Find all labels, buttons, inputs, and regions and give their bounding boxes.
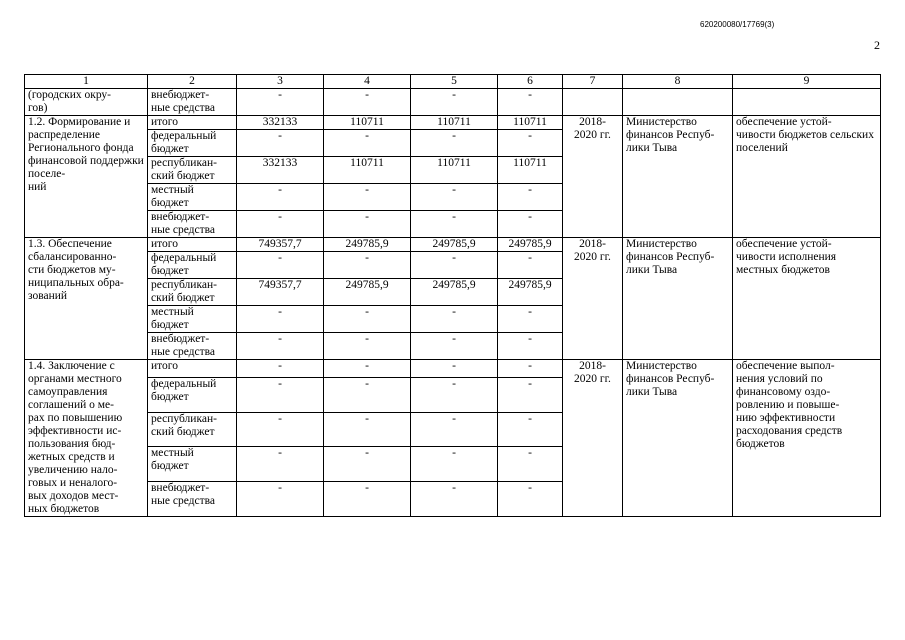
value-cell: - bbox=[411, 184, 498, 211]
value-cell: 110711 bbox=[411, 157, 498, 184]
value-cell: - bbox=[237, 378, 324, 413]
value-cell: - bbox=[411, 211, 498, 238]
value-cell: - bbox=[237, 130, 324, 157]
result-cell: обеспечение устой- чивости исполнения местных бюджетов bbox=[733, 238, 881, 360]
funding-source-cell: местный бюджет bbox=[148, 447, 237, 482]
funding-source-cell: итого bbox=[148, 116, 237, 130]
value-cell: - bbox=[237, 252, 324, 279]
funding-source-cell: итого bbox=[148, 360, 237, 378]
value-cell: - bbox=[237, 482, 324, 517]
funding-source-cell: местный бюджет bbox=[148, 306, 237, 333]
value-cell: - bbox=[411, 252, 498, 279]
header-cell: 8 bbox=[623, 75, 733, 89]
header-cell: 6 bbox=[498, 75, 563, 89]
header-cell: 3 bbox=[237, 75, 324, 89]
value-cell: - bbox=[324, 378, 411, 413]
measure-name-cell: 1.3. Обеспечение сбалансированно- сти бюджетов му- ниципальных обра- зований bbox=[25, 238, 148, 360]
value-cell: - bbox=[411, 412, 498, 447]
value-cell: - bbox=[324, 360, 411, 378]
measure-name-cell: (городских окру- гов) bbox=[25, 89, 148, 116]
header-cell: 2 bbox=[148, 75, 237, 89]
value-cell: - bbox=[411, 306, 498, 333]
value-cell: - bbox=[324, 482, 411, 517]
value-cell: - bbox=[237, 211, 324, 238]
value-cell: 249785,9 bbox=[498, 279, 563, 306]
header-row bbox=[25, 75, 881, 89]
value-cell: 249785,9 bbox=[324, 238, 411, 252]
continuation-row bbox=[25, 89, 881, 116]
value-cell: - bbox=[324, 252, 411, 279]
funding-source-cell: республикан- ский бюджет bbox=[148, 157, 237, 184]
executor-cell bbox=[623, 89, 733, 116]
value-cell: 249785,9 bbox=[411, 279, 498, 306]
value-cell: - bbox=[498, 89, 563, 116]
result-cell: обеспечение выпол- нения условий по финансовому оздо- ровлению и повыше- нию эффективности расходования средств бюджетов bbox=[733, 360, 881, 517]
value-cell: - bbox=[498, 482, 563, 517]
page-number: 2 bbox=[874, 38, 880, 52]
value-cell: 332133 bbox=[237, 157, 324, 184]
value-cell: - bbox=[498, 130, 563, 157]
funding-source-cell: федеральный бюджет bbox=[148, 378, 237, 413]
period-cell: 2018- 2020 гг. bbox=[563, 116, 623, 238]
value-cell: - bbox=[324, 89, 411, 116]
value-cell: 249785,9 bbox=[498, 238, 563, 252]
funding-source-cell: федеральный бюджет bbox=[148, 130, 237, 157]
value-cell: - bbox=[411, 333, 498, 360]
measure-name-cell: 1.2. Формирование и распределение Регионального фонда финансовой поддержки поселе- ний bbox=[25, 116, 148, 238]
value-cell: - bbox=[498, 306, 563, 333]
value-cell: 110711 bbox=[498, 116, 563, 130]
executor-cell: Министерство финансов Респуб- лики Тыва bbox=[623, 116, 733, 238]
funding-source-cell: внебюджет- ные средства bbox=[148, 89, 237, 116]
value-cell: - bbox=[411, 447, 498, 482]
funding-source-cell: внебюджет- ные средства bbox=[148, 333, 237, 360]
result-cell: обеспечение устой- чивости бюджетов сельских поселений bbox=[733, 116, 881, 238]
value-cell: - bbox=[324, 412, 411, 447]
value-cell: - bbox=[498, 447, 563, 482]
value-cell: 249785,9 bbox=[324, 279, 411, 306]
value-cell: - bbox=[498, 184, 563, 211]
value-cell: - bbox=[237, 447, 324, 482]
header-cell: 4 bbox=[324, 75, 411, 89]
value-cell: - bbox=[411, 89, 498, 116]
value-cell: - bbox=[237, 184, 324, 211]
section-2-row bbox=[25, 238, 881, 252]
value-cell: - bbox=[324, 184, 411, 211]
value-cell: - bbox=[498, 252, 563, 279]
period-cell: 2018- 2020 гг. bbox=[563, 238, 623, 360]
value-cell: - bbox=[237, 89, 324, 116]
value-cell: - bbox=[324, 211, 411, 238]
value-cell: - bbox=[411, 378, 498, 413]
table-body bbox=[25, 75, 881, 517]
value-cell: - bbox=[324, 333, 411, 360]
value-cell: - bbox=[498, 211, 563, 238]
value-cell: - bbox=[498, 333, 563, 360]
section-3-row bbox=[25, 360, 881, 378]
period-cell bbox=[563, 89, 623, 116]
executor-cell: Министерство финансов Респуб- лики Тыва bbox=[623, 238, 733, 360]
section-1-row bbox=[25, 116, 881, 130]
value-cell: - bbox=[498, 412, 563, 447]
funding-source-cell: итого bbox=[148, 238, 237, 252]
measure-name-cell: 1.4. Заключение с органами местного самоуправления соглашений о ме- рах по повышению эффективности ис- пользования бюд- жетных средств и увеличению нало- говых и неналого- вых доходов мест- ных бюджетов bbox=[25, 360, 148, 517]
value-cell: - bbox=[324, 306, 411, 333]
value-cell: 110711 bbox=[498, 157, 563, 184]
header-cell: 1 bbox=[25, 75, 148, 89]
value-cell: 249785,9 bbox=[411, 238, 498, 252]
result-cell bbox=[733, 89, 881, 116]
value-cell: - bbox=[498, 378, 563, 413]
value-cell: 110711 bbox=[324, 157, 411, 184]
value-cell: - bbox=[237, 360, 324, 378]
header-cell: 5 bbox=[411, 75, 498, 89]
budget-table bbox=[24, 74, 881, 517]
value-cell: - bbox=[237, 412, 324, 447]
funding-source-cell: внебюджет- ные средства bbox=[148, 211, 237, 238]
executor-cell: Министерство финансов Респуб- лики Тыва bbox=[623, 360, 733, 517]
value-cell: - bbox=[237, 333, 324, 360]
value-cell: - bbox=[324, 447, 411, 482]
funding-source-cell: республикан- ский бюджет bbox=[148, 279, 237, 306]
funding-source-cell: внебюджет- ные средства bbox=[148, 482, 237, 517]
value-cell: - bbox=[237, 306, 324, 333]
value-cell: - bbox=[411, 360, 498, 378]
header-cell: 7 bbox=[563, 75, 623, 89]
value-cell: - bbox=[498, 360, 563, 378]
value-cell: 110711 bbox=[411, 116, 498, 130]
value-cell: - bbox=[324, 130, 411, 157]
value-cell: - bbox=[411, 130, 498, 157]
value-cell: 749357,7 bbox=[237, 238, 324, 252]
header-cell: 9 bbox=[733, 75, 881, 89]
value-cell: 749357,7 bbox=[237, 279, 324, 306]
value-cell: 332133 bbox=[237, 116, 324, 130]
value-cell: 110711 bbox=[324, 116, 411, 130]
funding-source-cell: республикан- ский бюджет bbox=[148, 412, 237, 447]
period-cell: 2018- 2020 гг. bbox=[563, 360, 623, 517]
document-code: 620200080/17769(3) bbox=[700, 20, 775, 29]
funding-source-cell: федеральный бюджет bbox=[148, 252, 237, 279]
value-cell: - bbox=[411, 482, 498, 517]
funding-source-cell: местный бюджет bbox=[148, 184, 237, 211]
